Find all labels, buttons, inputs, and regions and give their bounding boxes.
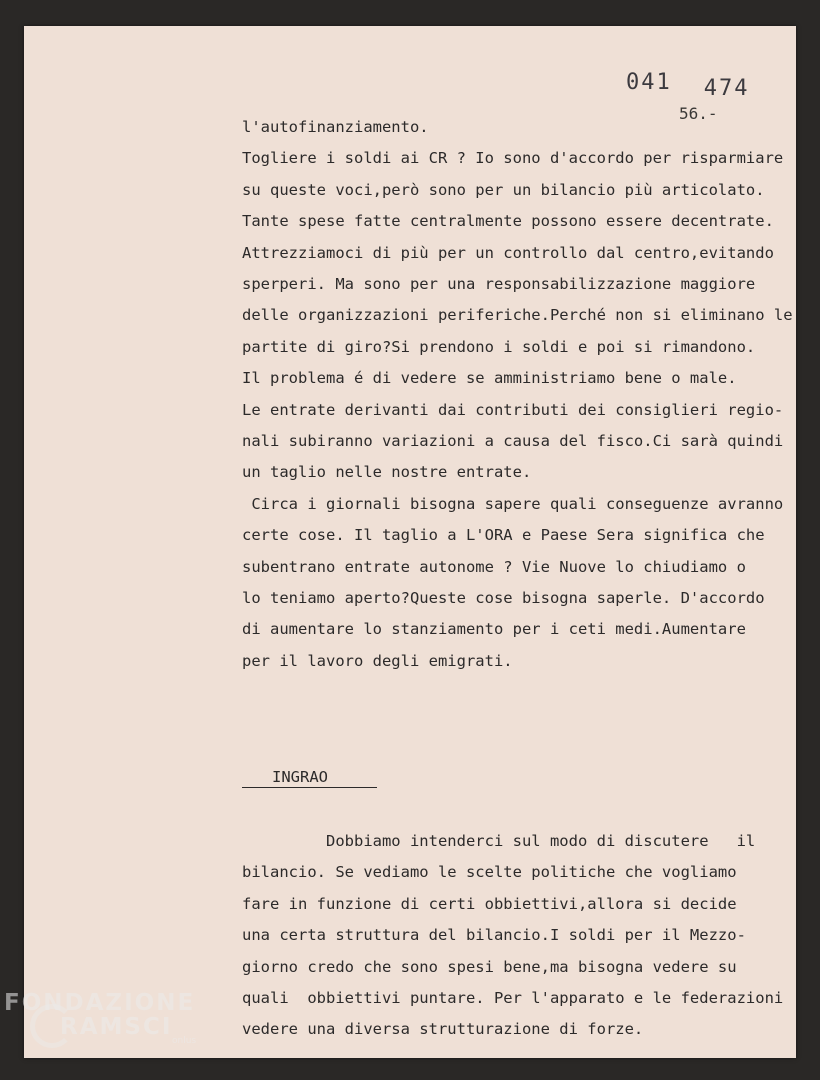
text-line: quali obbiettivi puntare. Per l'apparato e le federazioni	[242, 989, 784, 1007]
text-line: certe cose. Il taglio a L'ORA e Paese Sera significa che	[242, 526, 765, 545]
watermark-g-logo-icon	[30, 1004, 74, 1048]
text-line: Attrezziamoci di più per un controllo dal centro,evitando	[242, 243, 774, 262]
text-line: un taglio nelle nostre entrate.	[242, 463, 532, 482]
text-line: lo teniamo aperto?Queste cose bisogna saperle. D'accordo	[242, 589, 765, 607]
text-line: sperperi. Ma sono per una responsabilizzazione maggiore	[242, 275, 756, 293]
watermark-line-2: RAMSCI	[60, 1014, 173, 1040]
text-line: giorno credo che sono spesi bene,ma bisogna vedere su	[242, 957, 737, 976]
text-line: su queste voci,però sono per un bilancio più articolato.	[242, 180, 765, 199]
text-line: per il lavoro degli emigrati.	[242, 651, 513, 670]
document-page	[24, 26, 796, 1058]
text-line: una certa struttura del bilancio.I soldi per il Mezzo-	[242, 926, 746, 945]
archive-stamp-part1: 041	[626, 70, 672, 95]
text-line: delle organizzazioni periferiche.Perché non si eliminano le	[242, 306, 793, 325]
text-line: fare in funzione di certi obbiettivi,allora si decide	[242, 894, 737, 913]
watermark-line-1: FONDAZIONE	[4, 990, 196, 1016]
text-line: l'autofinanziamento.	[242, 118, 429, 136]
page-number: 56.-	[679, 104, 718, 123]
archive-stamp-part2: 474	[703, 76, 750, 101]
watermark-line-3: onlus	[172, 1036, 197, 1046]
speaker-heading: INGRAO	[242, 768, 377, 788]
text-line: Le entrate derivanti dai contributi dei consiglieri regio-	[242, 400, 784, 419]
text-line: bilancio. Se vediamo le scelte politiche che vogliamo	[242, 863, 737, 882]
text-line: vedere una diversa strutturazione di forze.	[242, 1020, 644, 1039]
text-line: subentrano entrate autonome ? Vie Nuove lo chiudiamo o	[242, 557, 746, 576]
text-line: Circa i giornali bisogna sapere quali conseguenze avranno	[242, 494, 784, 513]
text-line: Dobbiamo intenderci sul modo di discutere il	[242, 832, 756, 850]
text-line: Togliere i soldi ai CR ? Io sono d'accordo per risparmiare	[242, 149, 784, 168]
archive-stamp	[626, 70, 750, 101]
text-line: partite di giro?Si prendono i soldi e poi si rimandono.	[242, 337, 756, 356]
text-line: nali subiranno variazioni a causa del fisco.Ci sarà quindi	[242, 432, 784, 450]
text-line: Il problema é di vedere se amministriamo bene o male.	[242, 369, 737, 388]
text-line: di aumentare lo stanziamento per i ceti medi.Aumentare	[242, 620, 746, 639]
text-line: Tante spese fatte centralmente possono essere decentrate.	[242, 212, 774, 231]
